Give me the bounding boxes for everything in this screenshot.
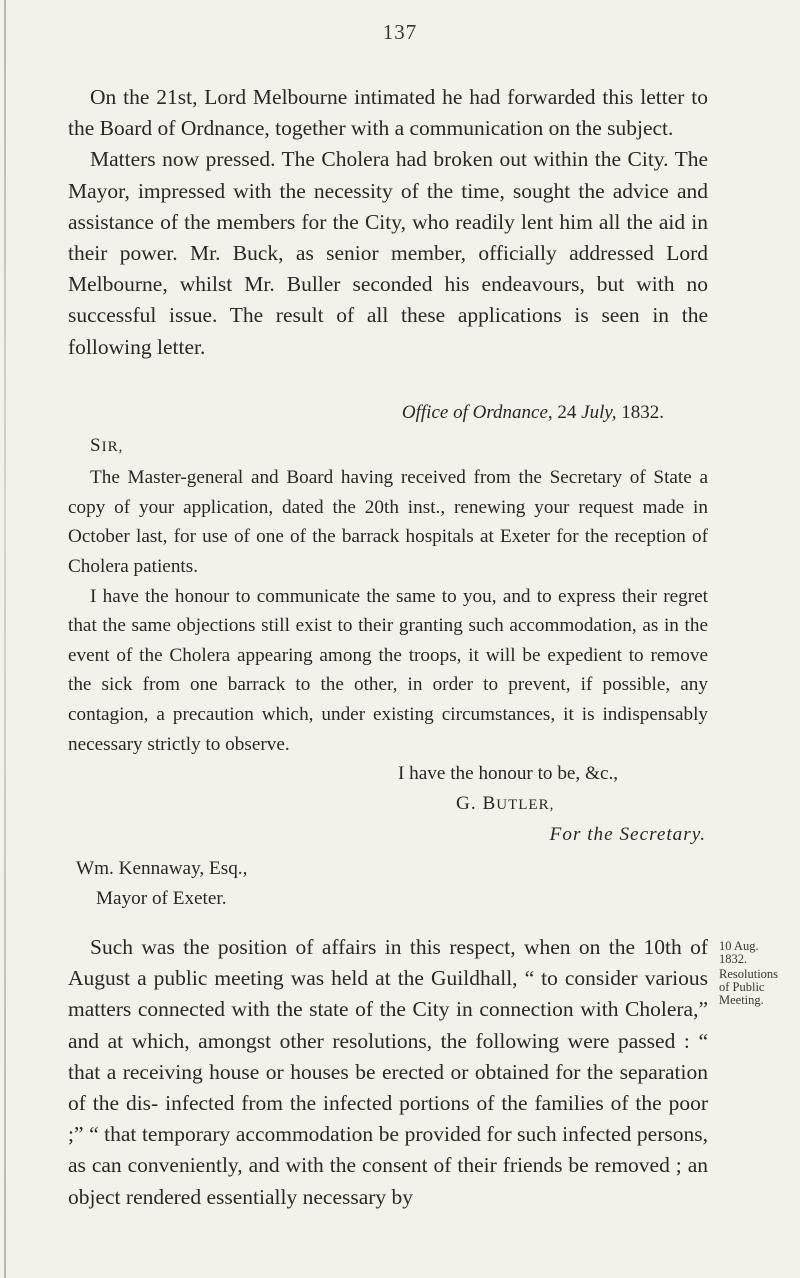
letter-date-day: 24 <box>557 402 577 423</box>
margin-note-resolutions-line-2: of Public <box>719 980 765 994</box>
page-number: 137 <box>382 20 418 44</box>
letter-date-year: 1832. <box>621 402 664 423</box>
letter-heading <box>68 398 708 428</box>
margin-note-date-line-1: 10 Aug. <box>719 939 759 953</box>
salutation-initial: S <box>90 435 102 456</box>
final-section <box>68 932 708 1213</box>
letter-section <box>68 398 708 913</box>
intro-paragraph-2: Matters now pressed. The Cholera had broken out within the City. The Mayor, impressed with the necessity of the time, sought the advice and assistance of the members for the City, who readily lent him all the aid in their power. Mr. Buck, as senior member, officially addressed Lord Melbourne, whilst Mr. Buller seconded his endeavours, but with no successful issue. The result of all these applications is seen in the following letter. <box>68 147 708 359</box>
intro-paragraph-1: On the 21st, Lord Melbourne intimated he had forwarded this letter to the Board of Ordnance, together with a communication on the subject. <box>68 85 708 141</box>
letter-office: Office of Ordnance, <box>401 402 553 423</box>
letter-signatory <box>68 789 708 821</box>
margin-note-resolutions-line-3: Meeting. <box>719 993 764 1007</box>
letter-signatory-role: For the Secretary. <box>549 824 706 846</box>
final-paragraph: Such was the position of affairs in this respect, when on the 10th of August a public meeting was held at the Guildhall, “ to consider various matters connected with the state of the City in connection with Cholera,” and at which, amongst other resolutions, the following were passed : “ that a receiving house or houses be erected or obtained for the separation of the dis- infected from the infected portions of the families of the poor ;” “ that temporary accommodation be provided for such infected persons, as can conveniently, and with the consent of their friends be removed ; an object rendered essentially necessary by <box>68 935 708 1209</box>
letter-paragraph-2: I have the honour to communicate the same to you, and to express their regret that the same objections still exist to their granting such accommodation, as in the event of the Cholera appearing among the troops, it will be expedient to remove the sick from one barrack to the other, in order to prevent, if possible, any contagion, a precaution which, under existing circumstances, it is indispensably necessary strictly to observe. <box>68 585 708 755</box>
page-edge <box>4 0 6 1278</box>
letter-salutation <box>68 430 708 463</box>
letter-closing: I have the honour to be, &c., <box>398 763 619 785</box>
salutation-rest: IR, <box>101 439 124 455</box>
signatory-rest: UTLER, <box>496 796 555 813</box>
letter-addressee-name: Wm. Kennaway, Esq., <box>76 857 248 879</box>
margin-note-date-line-2: 1832. <box>719 952 748 966</box>
letter-addressee-title: Mayor of Exeter. <box>96 887 227 909</box>
margin-note-resolutions <box>719 968 799 1007</box>
letter-date-month: July, <box>581 402 617 423</box>
margin-note-resolutions-line-1: Resolutions <box>719 967 779 981</box>
letter-paragraph-1: The Master-general and Board having received from the Secretary of State a copy of your application, dated the 20th inst., renewing your request made in October last, for use of one of the barrack hospitals at Exeter for the reception of Cholera patients. <box>68 467 708 577</box>
signatory-initial: G. B <box>456 792 497 814</box>
intro-section <box>68 82 708 363</box>
margin-note-date <box>719 940 799 966</box>
